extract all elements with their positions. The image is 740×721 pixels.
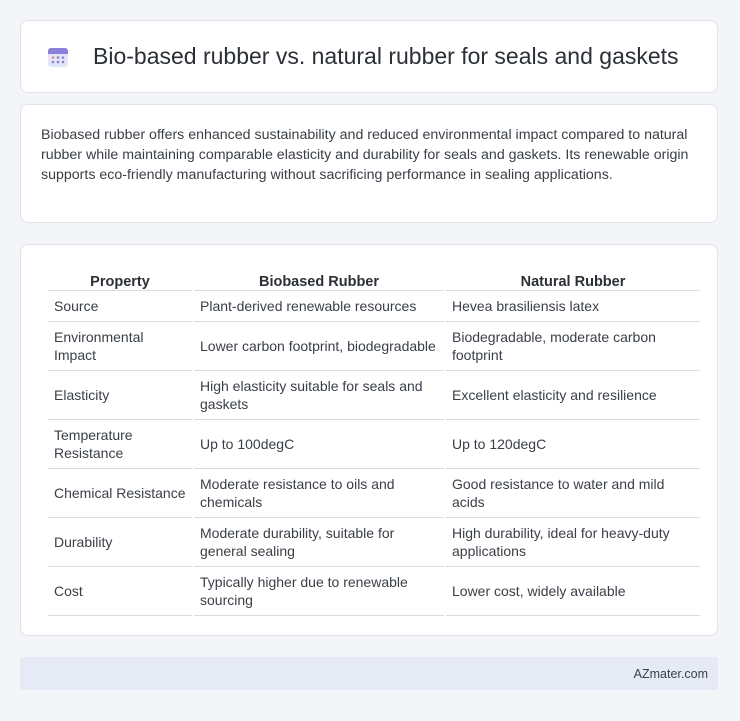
- table-row: [48, 518, 700, 567]
- natural-cell: High durability, ideal for heavy-duty applications: [446, 518, 700, 567]
- page-title: Bio-based rubber vs. natural rubber for seals and gaskets: [93, 43, 679, 69]
- calendar-icon: [45, 44, 71, 70]
- natural-cell: Biodegradable, moderate carbon footprint: [446, 322, 700, 371]
- natural-cell: Up to 120degC: [446, 420, 700, 469]
- column-header-property: Property: [48, 265, 192, 291]
- property-cell: Elasticity: [48, 371, 192, 420]
- biobased-cell: Moderate durability, suitable for general sealing: [194, 518, 444, 567]
- biobased-cell: Up to 100degC: [194, 420, 444, 469]
- natural-cell: Good resistance to water and mild acids: [446, 469, 700, 518]
- header-card: [20, 20, 718, 93]
- biobased-cell: Lower carbon footprint, biodegradable: [194, 322, 444, 371]
- table-row: [48, 420, 700, 469]
- biobased-cell: Typically higher due to renewable sourcing: [194, 567, 444, 616]
- biobased-cell: High elasticity suitable for seals and gaskets: [194, 371, 444, 420]
- property-cell: Source: [48, 291, 192, 322]
- table-row: [48, 291, 700, 322]
- natural-cell: Lower cost, widely available: [446, 567, 700, 616]
- table-row: [48, 322, 700, 371]
- table-header-row: [48, 265, 700, 291]
- natural-cell: Hevea brasiliensis latex: [446, 291, 700, 322]
- property-cell: Chemical Resistance: [48, 469, 192, 518]
- summary-text: Biobased rubber offers enhanced sustainability and reduced environmental impact compared to natural rubber while maintaining comparable elasticity and durability for seals and gaskets. Its renewable origin supports eco-friendly manufacturing without sacrificing performance in sealing applications.: [41, 127, 689, 183]
- footer-source-text: AZmater.com: [633, 666, 708, 681]
- column-header-natural-rubber: Natural Rubber: [446, 265, 700, 291]
- biobased-cell: Moderate resistance to oils and chemicals: [194, 469, 444, 518]
- comparison-table: [46, 265, 702, 616]
- property-cell: Temperature Resistance: [48, 420, 192, 469]
- biobased-cell: Plant-derived renewable resources: [194, 291, 444, 322]
- property-cell: Durability: [48, 518, 192, 567]
- natural-cell: Excellent elasticity and resilience: [446, 371, 700, 420]
- table-row: [48, 567, 700, 616]
- property-cell: Environmental Impact: [48, 322, 192, 371]
- property-cell: Cost: [48, 567, 192, 616]
- comparison-table-card: [20, 244, 718, 636]
- footer: [20, 657, 718, 690]
- summary-card: [20, 104, 718, 223]
- table-row: [48, 371, 700, 420]
- table-row: [48, 469, 700, 518]
- column-header-biobased-rubber: Biobased Rubber: [194, 265, 444, 291]
